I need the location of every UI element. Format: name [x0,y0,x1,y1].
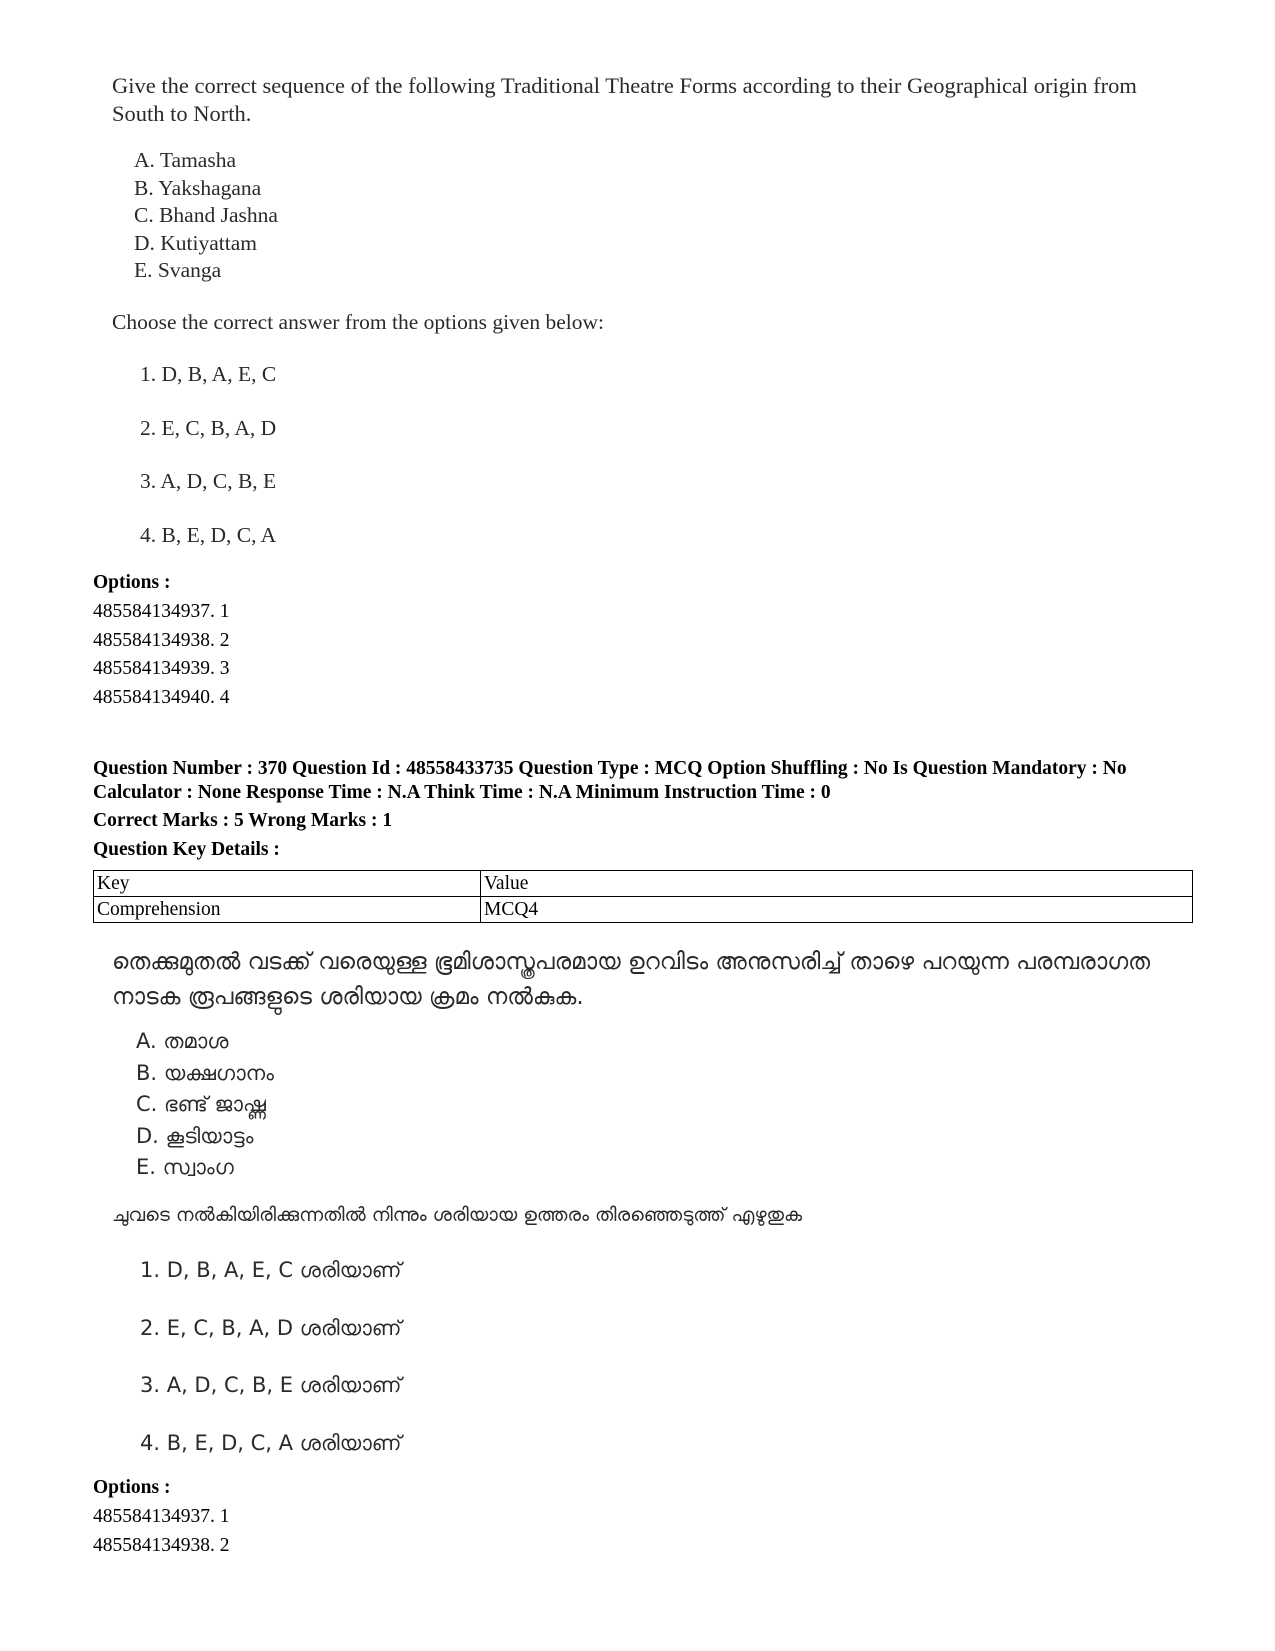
table-cell: MCQ4 [481,897,1193,923]
answer-option: 4. B, E, D, C, A ശരിയാണ് [140,1430,402,1455]
table-header-row [94,871,1193,897]
question-text-malayalam: തെക്കുമുതൽ വടക്ക് വരെയുള്ള ഭൂമിശാസ്ത്രപരമായ ഉറവിടം അനുസരിച്ച് താഴെ പറയുന്ന പരമ്പരാഗത നാടക രൂപങ്ങളുടെ ശരിയായ ക്രമം നൽകുക. [112,949,1151,1010]
key-details-table [93,870,1193,923]
list-item: D. കൂടിയാട്ടം [136,1123,254,1148]
list-item: A. Tamasha [134,148,236,172]
choose-instruction-malayalam: ചുവടെ നൽകിയിരിക്കുന്നതിൽ നിന്നും ശരിയായ ഉത്തരം തിരഞ്ഞെടുത്ത് എഴുതുക [112,1204,803,1226]
answer-option: 1. D, B, A, E, C ശരിയാണ് [140,1258,402,1282]
marks-line: Correct Marks : 5 Wrong Marks : 1 [93,810,393,831]
options-header: Options : [93,1477,171,1498]
table-row [94,897,1193,923]
option-id: 485584134937. 1 [93,1506,230,1527]
option-id: 485584134937. 1 [93,601,230,622]
list-item: C. Bhand Jashna [134,203,278,227]
list-item: E. Svanga [134,258,222,282]
key-details-header: Question Key Details : [93,839,280,860]
list-item: D. Kutiyattam [134,230,258,255]
answer-option: 2. E, C, B, A, D [140,415,277,440]
item-list-malayalam [136,1026,274,1184]
question-metadata: Question Number : 370 Question Id : 48558433735 Question Type : MCQ Option Shuffling : No Is Question Mandatory : No Calculator : None Response Time : N.A Think Time : N.A Minimum Instruction Time : 0 [93,758,1127,803]
option-id: 485584134939. 3 [93,658,230,679]
table-header-value: Value [481,871,1193,897]
options-list [93,1503,230,1560]
choose-instruction-english: Choose the correct answer from the options given below: [112,310,604,334]
option-id: 485584134938. 2 [93,629,230,651]
option-id: 485584134938. 2 [93,1534,230,1556]
list-item: A. തമാശ [136,1029,229,1053]
options-header: Options : [93,572,171,593]
list-item: E. സ്വാംഗ [136,1155,234,1179]
answer-option: 2. E, C, B, A, D ശരിയാണ് [140,1315,402,1340]
answer-option: 1. D, B, A, E, C [140,362,277,386]
table-header-key: Key [94,871,481,897]
answer-option: 4. B, E, D, C, A [140,522,277,547]
answer-option: 3. A, D, C, B, E ശരിയാണ് [140,1373,402,1397]
list-item: B. Yakshagana [134,175,262,200]
question-text-english: Give the correct sequence of the following Traditional Theatre Forms according to their Geographical origin from South to North. [112,73,1137,126]
answer-option: 3. A, D, C, B, E [140,469,277,493]
answer-list-malayalam [140,1258,401,1488]
list-item: C. ഭണ്ട് ജാഷ്ണ [136,1092,266,1116]
answer-list-english [140,362,276,576]
option-id: 485584134940. 4 [93,686,230,708]
item-list-english [134,147,278,285]
table-cell: Comprehension [94,897,481,923]
list-item: B. യക്ഷഗാനം [136,1060,274,1085]
options-list [93,598,230,712]
